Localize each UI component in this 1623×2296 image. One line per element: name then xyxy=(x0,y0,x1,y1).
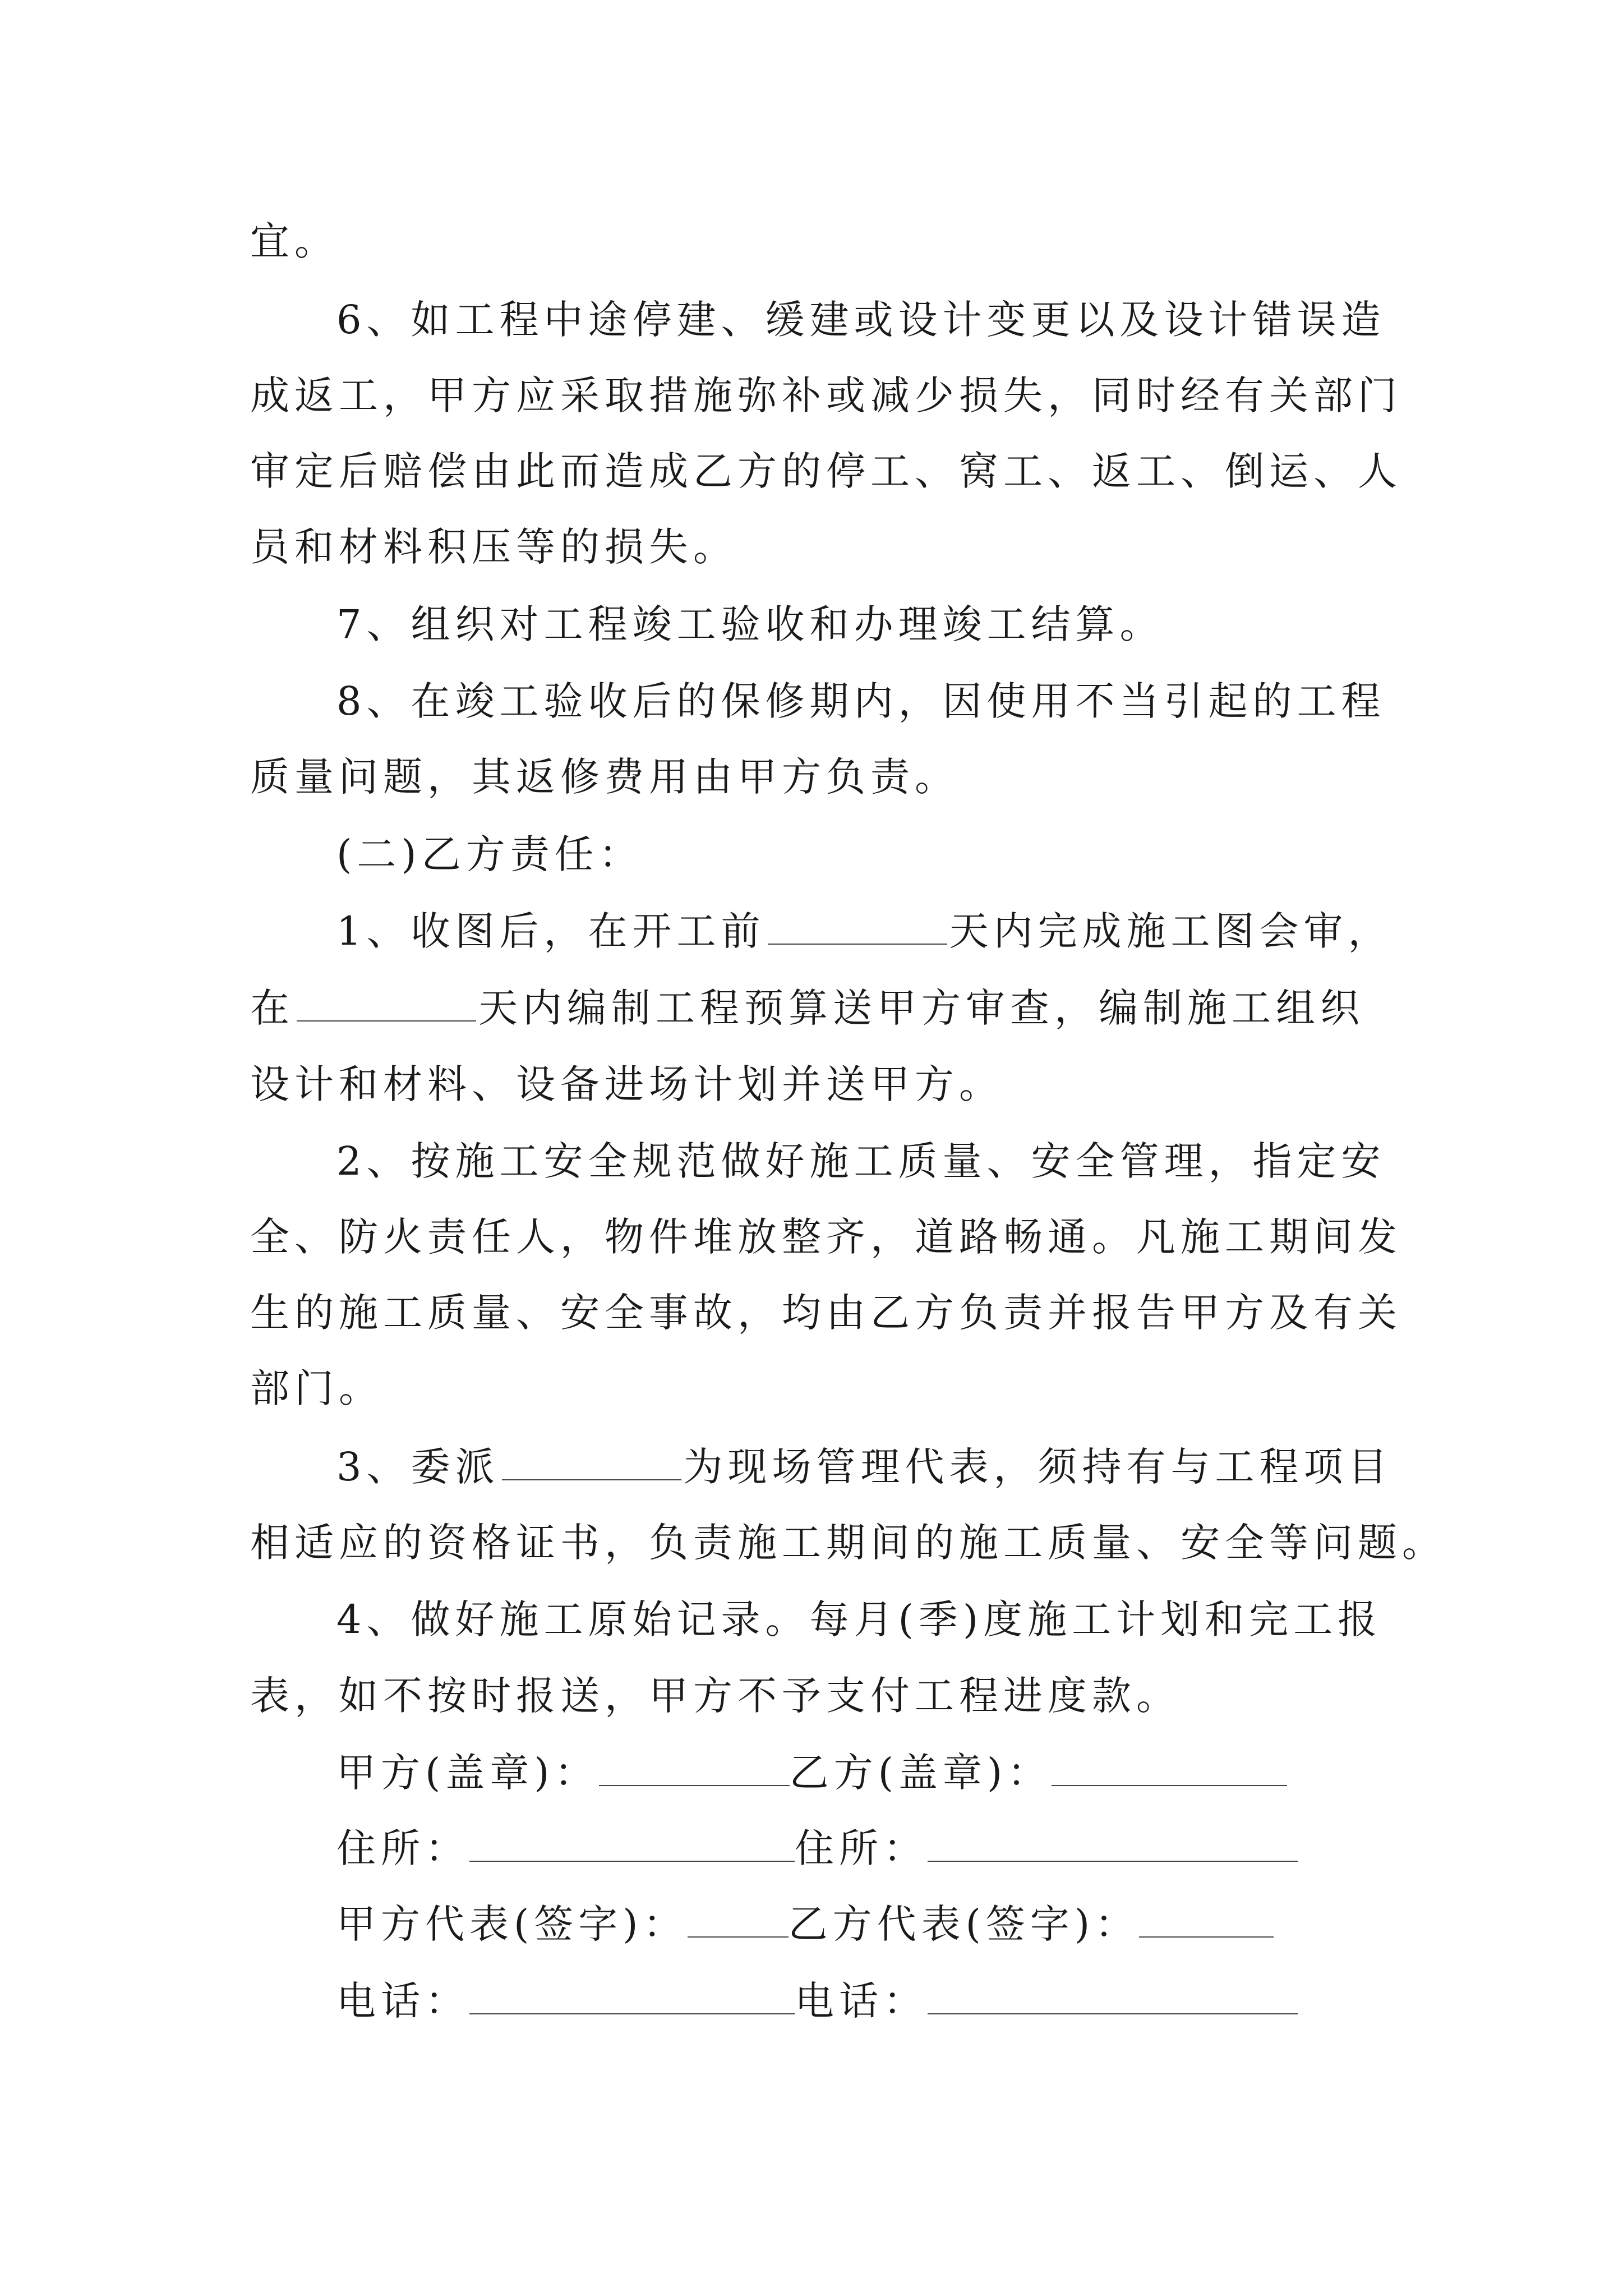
signature-row-representative xyxy=(336,1899,1274,1949)
fill-in-blank[interactable] xyxy=(768,910,947,945)
line-text: 天内完成施工图会审， xyxy=(949,908,1393,954)
paragraph-line: 全、防火责任人，物件堆放整齐，道路畅通。凡施工期间发 xyxy=(250,1214,1402,1260)
party-b-phone-label: 电话： xyxy=(795,1978,928,2024)
party-b-address-field[interactable] xyxy=(928,1827,1298,1862)
party-b-rep-label: 乙方代表(签字)： xyxy=(788,1901,1140,1947)
party-a-rep-label: 甲方代表(签字)： xyxy=(336,1901,688,1947)
paragraph-line: 部门。 xyxy=(250,1365,383,1411)
paragraph-line: 生的施工质量、安全事故，均由乙方负责并报告甲方及有关 xyxy=(250,1290,1402,1336)
fill-in-blank[interactable] xyxy=(297,987,476,1022)
fill-in-blank[interactable] xyxy=(502,1446,681,1480)
paragraph-line: 审定后赔偿由此而造成乙方的停工、窝工、返工、倒运、人 xyxy=(250,448,1402,494)
paragraph-line: 宜。 xyxy=(250,218,339,264)
paragraph-line: 成返工，甲方应采取措施弥补或减少损失，同时经有关部门 xyxy=(250,372,1402,418)
signature-row-seal xyxy=(336,1747,1287,1798)
paragraph-line: 7、组织对工程竣工验收和办理竣工结算。 xyxy=(336,601,1164,647)
party-a-address-label: 住所： xyxy=(336,1825,469,1871)
line-text: 1、收图后，在开工前 xyxy=(336,908,766,954)
paragraph-line: 表，如不按时报送，甲方不予支付工程进度款。 xyxy=(250,1673,1181,1719)
paragraph-line: 4、做好施工原始记录。每月(季)度施工计划和完工报 xyxy=(336,1596,1382,1642)
paragraph-line xyxy=(336,1442,1393,1492)
party-a-rep-field[interactable] xyxy=(688,1903,789,1938)
paragraph-line: 2、按施工安全规范做好施工质量、安全管理，指定安 xyxy=(336,1138,1386,1184)
section-heading: (二)乙方责任： xyxy=(336,831,643,877)
paragraph-line: 6、如工程中途停建、缓建或设计变更以及设计错误造 xyxy=(336,297,1386,343)
party-b-rep-field[interactable] xyxy=(1139,1903,1274,1938)
paragraph-line: 设计和材料、设备进场计划并送甲方。 xyxy=(250,1061,1003,1107)
party-a-seal-label: 甲方(盖章)： xyxy=(336,1750,599,1796)
paragraph-line: 员和材料积压等的损失。 xyxy=(250,524,737,570)
signature-row-phone xyxy=(336,1976,1298,2026)
paragraph-line: 8、在竣工验收后的保修期内，因使用不当引起的工程 xyxy=(336,678,1386,724)
line-text: 在 xyxy=(250,985,294,1031)
party-b-phone-field[interactable] xyxy=(928,1980,1298,2014)
party-a-seal-field[interactable] xyxy=(599,1751,790,1786)
paragraph-line: 质量问题，其返修费用由甲方负责。 xyxy=(250,754,959,800)
party-b-seal-label: 乙方(盖章)： xyxy=(789,1750,1052,1796)
party-b-address-label: 住所： xyxy=(795,1825,928,1871)
line-text: 3、委派 xyxy=(336,1444,500,1490)
paragraph-line xyxy=(336,906,1393,956)
line-text: 为现场管理代表，须持有与工程项目 xyxy=(683,1444,1393,1490)
party-a-address-field[interactable] xyxy=(469,1827,795,1862)
line-text: 天内编制工程预算送甲方审查，编制施工组织 xyxy=(478,985,1364,1031)
signature-row-address xyxy=(336,1823,1298,1874)
party-a-phone-label: 电话： xyxy=(336,1978,469,2024)
party-b-seal-field[interactable] xyxy=(1052,1751,1287,1786)
party-a-phone-field[interactable] xyxy=(469,1980,795,2014)
paragraph-line xyxy=(250,983,1364,1033)
paragraph-line: 相适应的资格证书，负责施工期间的施工质量、安全等问题。 xyxy=(250,1520,1446,1566)
